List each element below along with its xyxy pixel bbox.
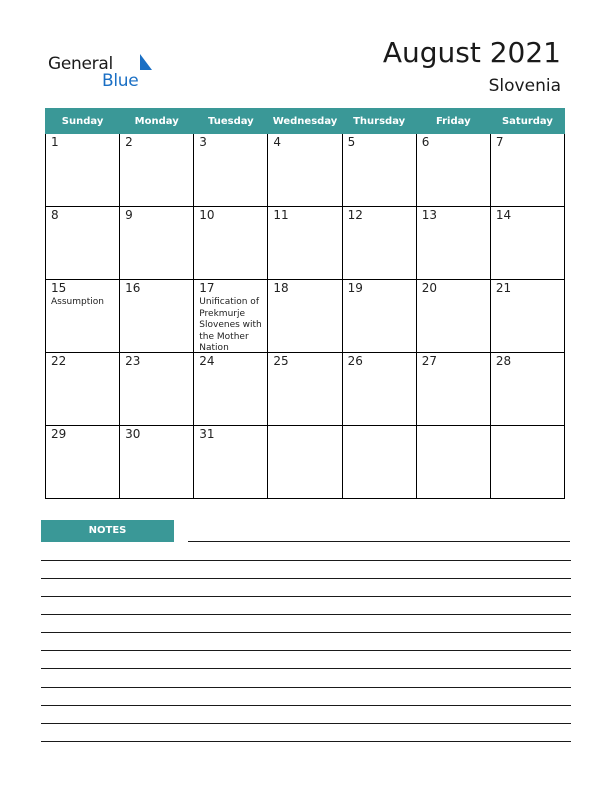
notes-line <box>41 650 571 651</box>
weekday-header: Friday <box>416 109 490 134</box>
notes-line <box>41 723 571 724</box>
day-number: 28 <box>495 354 512 368</box>
day-number: 27 <box>421 354 437 368</box>
weekday-header: Monday <box>120 109 194 134</box>
notes-line <box>41 668 571 669</box>
day-cell <box>120 207 194 280</box>
notes-line <box>41 741 571 742</box>
week-row <box>46 280 565 353</box>
day-cell <box>268 426 342 499</box>
day-cell <box>268 134 342 207</box>
day-number: 2 <box>125 135 133 149</box>
day-cell <box>194 134 268 207</box>
day-cell <box>490 426 564 499</box>
day-number: 31 <box>199 427 215 441</box>
day-number: 14 <box>495 208 512 222</box>
day-number: 8 <box>51 208 59 222</box>
logo-triangle-icon <box>140 54 152 70</box>
day-cell <box>416 280 490 353</box>
calendar-grid <box>45 108 565 499</box>
day-number: 10 <box>199 208 215 222</box>
day-cell <box>268 280 342 353</box>
day-cell <box>490 280 564 353</box>
week-row <box>46 207 565 280</box>
day-number: 18 <box>273 281 289 295</box>
weekday-header-row <box>46 109 565 134</box>
day-number: 22 <box>51 354 67 368</box>
weekday-header: Sunday <box>46 109 120 134</box>
day-number: 16 <box>125 281 141 295</box>
day-cell <box>490 134 564 207</box>
week-row <box>46 353 565 426</box>
day-number: 20 <box>421 281 437 295</box>
week-row <box>46 426 565 499</box>
weekday-header: Wednesday <box>268 109 342 134</box>
day-number: 13 <box>421 208 437 222</box>
day-cell <box>342 207 416 280</box>
day-cell <box>342 134 416 207</box>
logo-text-general: General <box>48 54 113 74</box>
week-row <box>46 134 565 207</box>
notes-line <box>41 578 571 579</box>
notes-line <box>41 596 571 597</box>
day-cell <box>490 207 564 280</box>
day-number: 24 <box>199 354 215 368</box>
day-number: 30 <box>125 427 141 441</box>
day-number: 21 <box>495 281 512 295</box>
day-number: 26 <box>347 354 363 368</box>
day-cell <box>268 207 342 280</box>
day-cell <box>416 353 490 426</box>
day-cell <box>46 426 120 499</box>
notes-line <box>41 687 571 688</box>
day-cell <box>120 280 194 353</box>
weekday-header: Saturday <box>490 109 564 134</box>
generalblue-logo <box>48 52 158 92</box>
day-cell <box>46 280 120 353</box>
weekday-header: Thursday <box>342 109 416 134</box>
day-number: 12 <box>347 208 363 222</box>
day-number: 17 <box>199 281 215 295</box>
day-cell <box>120 353 194 426</box>
day-cell <box>416 207 490 280</box>
day-cell <box>268 353 342 426</box>
logo-text-blue: Blue <box>102 71 139 91</box>
day-cell <box>120 426 194 499</box>
day-cell <box>342 353 416 426</box>
day-cell <box>194 426 268 499</box>
day-number: 5 <box>347 135 356 149</box>
day-number: 3 <box>199 135 207 149</box>
day-number: 4 <box>273 135 282 149</box>
day-cell <box>342 426 416 499</box>
day-cell <box>342 280 416 353</box>
day-number: 7 <box>495 135 504 149</box>
day-number: 19 <box>347 281 363 295</box>
notes-header: NOTES <box>41 520 174 542</box>
day-cell <box>46 353 120 426</box>
day-number: 23 <box>125 354 141 368</box>
day-number: 1 <box>51 135 59 149</box>
country-label: Slovenia <box>488 76 561 96</box>
day-cell <box>46 134 120 207</box>
day-cell <box>120 134 194 207</box>
notes-line <box>41 560 571 561</box>
notes-line <box>41 705 571 706</box>
month-title: August 2021 <box>382 36 561 69</box>
notes-line <box>188 541 570 542</box>
holiday-label: Assumption <box>51 297 104 307</box>
day-cell <box>194 353 268 426</box>
day-number: 25 <box>273 354 289 368</box>
day-cell <box>416 134 490 207</box>
notes-line <box>41 614 571 615</box>
day-cell <box>194 280 268 353</box>
day-number: 15 <box>51 281 67 295</box>
day-number: 11 <box>273 208 289 222</box>
day-number: 29 <box>51 427 67 441</box>
day-cell <box>46 207 120 280</box>
day-cell <box>490 353 564 426</box>
weekday-header: Tuesday <box>194 109 268 134</box>
day-cell <box>194 207 268 280</box>
day-number: 6 <box>421 135 430 149</box>
day-number: 9 <box>125 208 133 222</box>
day-cell <box>416 426 490 499</box>
notes-line <box>41 632 571 633</box>
holiday-label: Unification of Prekmurje Slovenes with the Mother Nation <box>199 297 262 353</box>
